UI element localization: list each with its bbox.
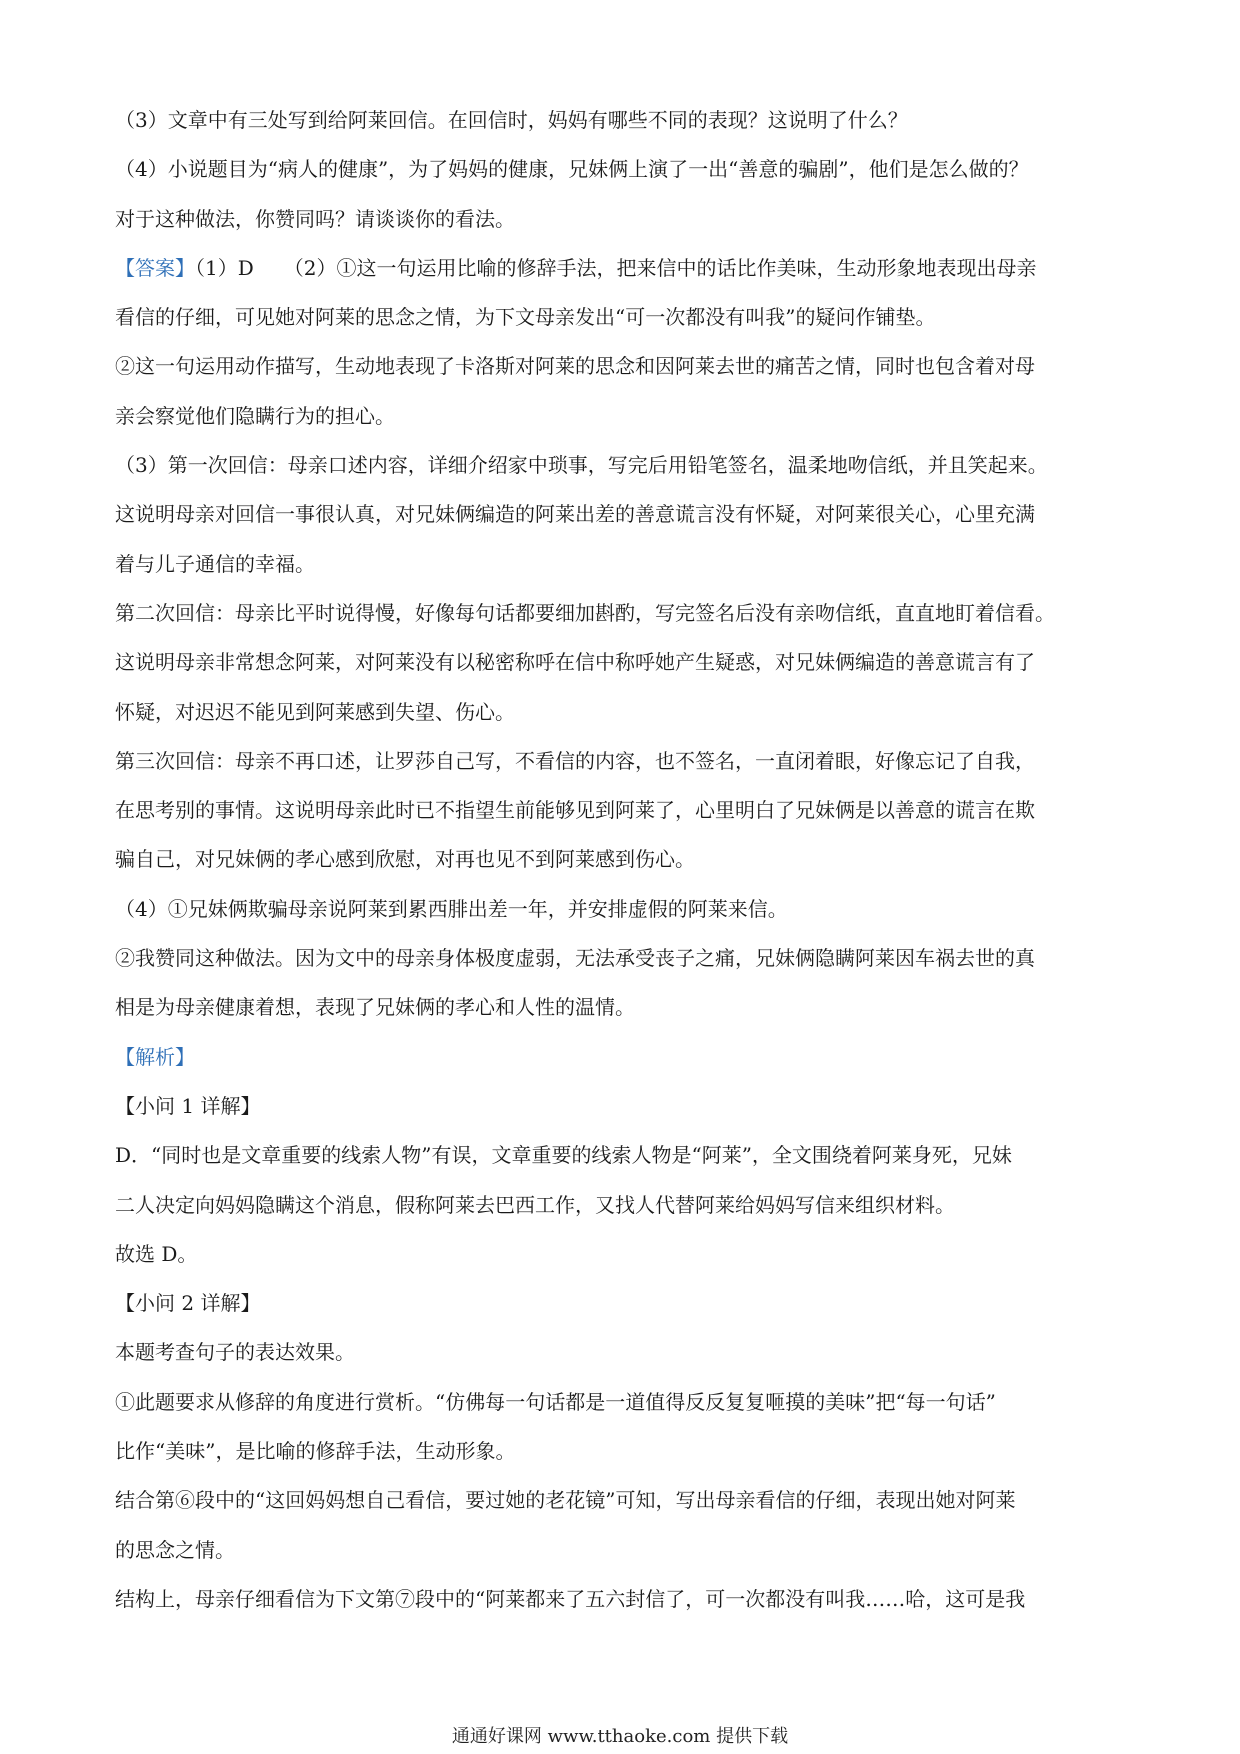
answer-line (115, 244, 1130, 293)
subquestion-heading: 【小问 1 详解】 (115, 1093, 261, 1118)
analysis-heading: 【解析】 (115, 1044, 195, 1069)
text-line: 相是为母亲健康着想，表现了兄妹俩的孝心和人性的温情。 (115, 995, 635, 1020)
text-line: 这说明母亲非常想念阿莱，对阿莱没有以秘密称呼在信中称呼她产生疑惑，对兄妹俩编造的善意谎言有了 (115, 650, 1035, 675)
answer-text: （1）D （2）①这一句运用比喻的修辞手法，把来信中的话比作美味，生动形象地表现出母亲 (195, 255, 1037, 280)
text-line: 故选 D。 (115, 1241, 198, 1266)
page-footer: 通通好课网 www.tthaoke.com 提供下载 (451, 1726, 789, 1747)
text-line: 结合第⑥段中的“这回妈妈想自己看信，要过她的老花镜”可知，写出母亲看信的仔细，表现出她对阿莱 (115, 1488, 1016, 1513)
text-line: 这说明母亲对回信一事很认真，对兄妹俩编造的阿莱出差的善意谎言没有怀疑，对阿莱很关心，心里充满 (115, 502, 1035, 527)
text-line: 的思念之情。 (115, 1537, 235, 1562)
text-line: D．“同时也是文章重要的线索人物”有误，文章重要的线索人物是“阿莱”，全文围绕着阿莱身死，兄妹 (115, 1143, 1012, 1168)
text-line: 在思考别的事情。这说明母亲此时已不指望生前能够见到阿莱了，心里明白了兄妹俩是以善意的谎言在欺 (115, 798, 1035, 823)
subquestion-heading: 【小问 2 详解】 (115, 1291, 261, 1316)
text-line: 第二次回信：母亲比平时说得慢，好像每句话都要细加斟酌，写完签名后没有亲吻信纸，直直地盯着信看。 (115, 600, 1055, 625)
answer-tag: 【答案】 (115, 255, 195, 280)
text-line: 二人决定向妈妈隐瞒这个消息，假称阿莱去巴西工作，又找人代替阿莱给妈妈写信来组织材料。 (115, 1192, 955, 1217)
text-line: 骗自己，对兄妹俩的孝心感到欣慰，对再也见不到阿莱感到伤心。 (115, 847, 695, 872)
document-body (115, 96, 1130, 1624)
text-line: 着与儿子通信的幸福。 (115, 551, 315, 576)
text-line: 本题考查句子的表达效果。 (115, 1340, 355, 1365)
text-line: （3）第一次回信：母亲口述内容，详细介绍家中琐事，写完后用铅笔签名，温柔地吻信纸，并且笑起来。 (115, 453, 1048, 478)
text-line: 第三次回信：母亲不再口述，让罗莎自己写，不看信的内容，也不签名，一直闭着眼，好像忘记了自我， (115, 748, 1035, 773)
text-line: （4）①兄妹俩欺骗母亲说阿莱到累西腓出差一年，并安排虚假的阿莱来信。 (115, 896, 788, 921)
text-line: 比作“美味”，是比喻的修辞手法，生动形象。 (115, 1439, 516, 1464)
text-line: 怀疑，对迟迟不能见到阿莱感到失望、伤心。 (115, 699, 515, 724)
text-line: ①此题要求从修辞的角度进行赏析。“仿佛每一句话都是一道值得反反复复咂摸的美味”把“每一句话” (115, 1389, 996, 1414)
text-line: 对于这种做法，你赞同吗？请谈谈你的看法。 (115, 206, 515, 231)
text-line: 结构上，母亲仔细看信为下文第⑦段中的“阿莱都来了五六封信了，可一次都没有叫我……哈，这可是我 (115, 1586, 1026, 1611)
text-line: （4）小说题目为“病人的健康”，为了妈妈的健康，兄妹俩上演了一出“善意的骗剧”，他们是怎么做的？ (115, 157, 1029, 182)
text-line: 亲会察觉他们隐瞒行为的担心。 (115, 403, 395, 428)
text-line: ②我赞同这种做法。因为文中的母亲身体极度虚弱，无法承受丧子之痛，兄妹俩隐瞒阿莱因车祸去世的真 (115, 946, 1035, 971)
text-line: （3）文章中有三处写到给阿莱回信。在回信时，妈妈有哪些不同的表现？这说明了什么？ (115, 108, 908, 132)
text-line: 看信的仔细，可见她对阿莱的思念之情，为下文母亲发出“可一次都没有叫我”的疑问作铺垫。 (115, 305, 936, 330)
text-line: ②这一句运用动作描写，生动地表现了卡洛斯对阿莱的思念和因阿莱去世的痛苦之情，同时也包含着对母 (115, 354, 1035, 379)
